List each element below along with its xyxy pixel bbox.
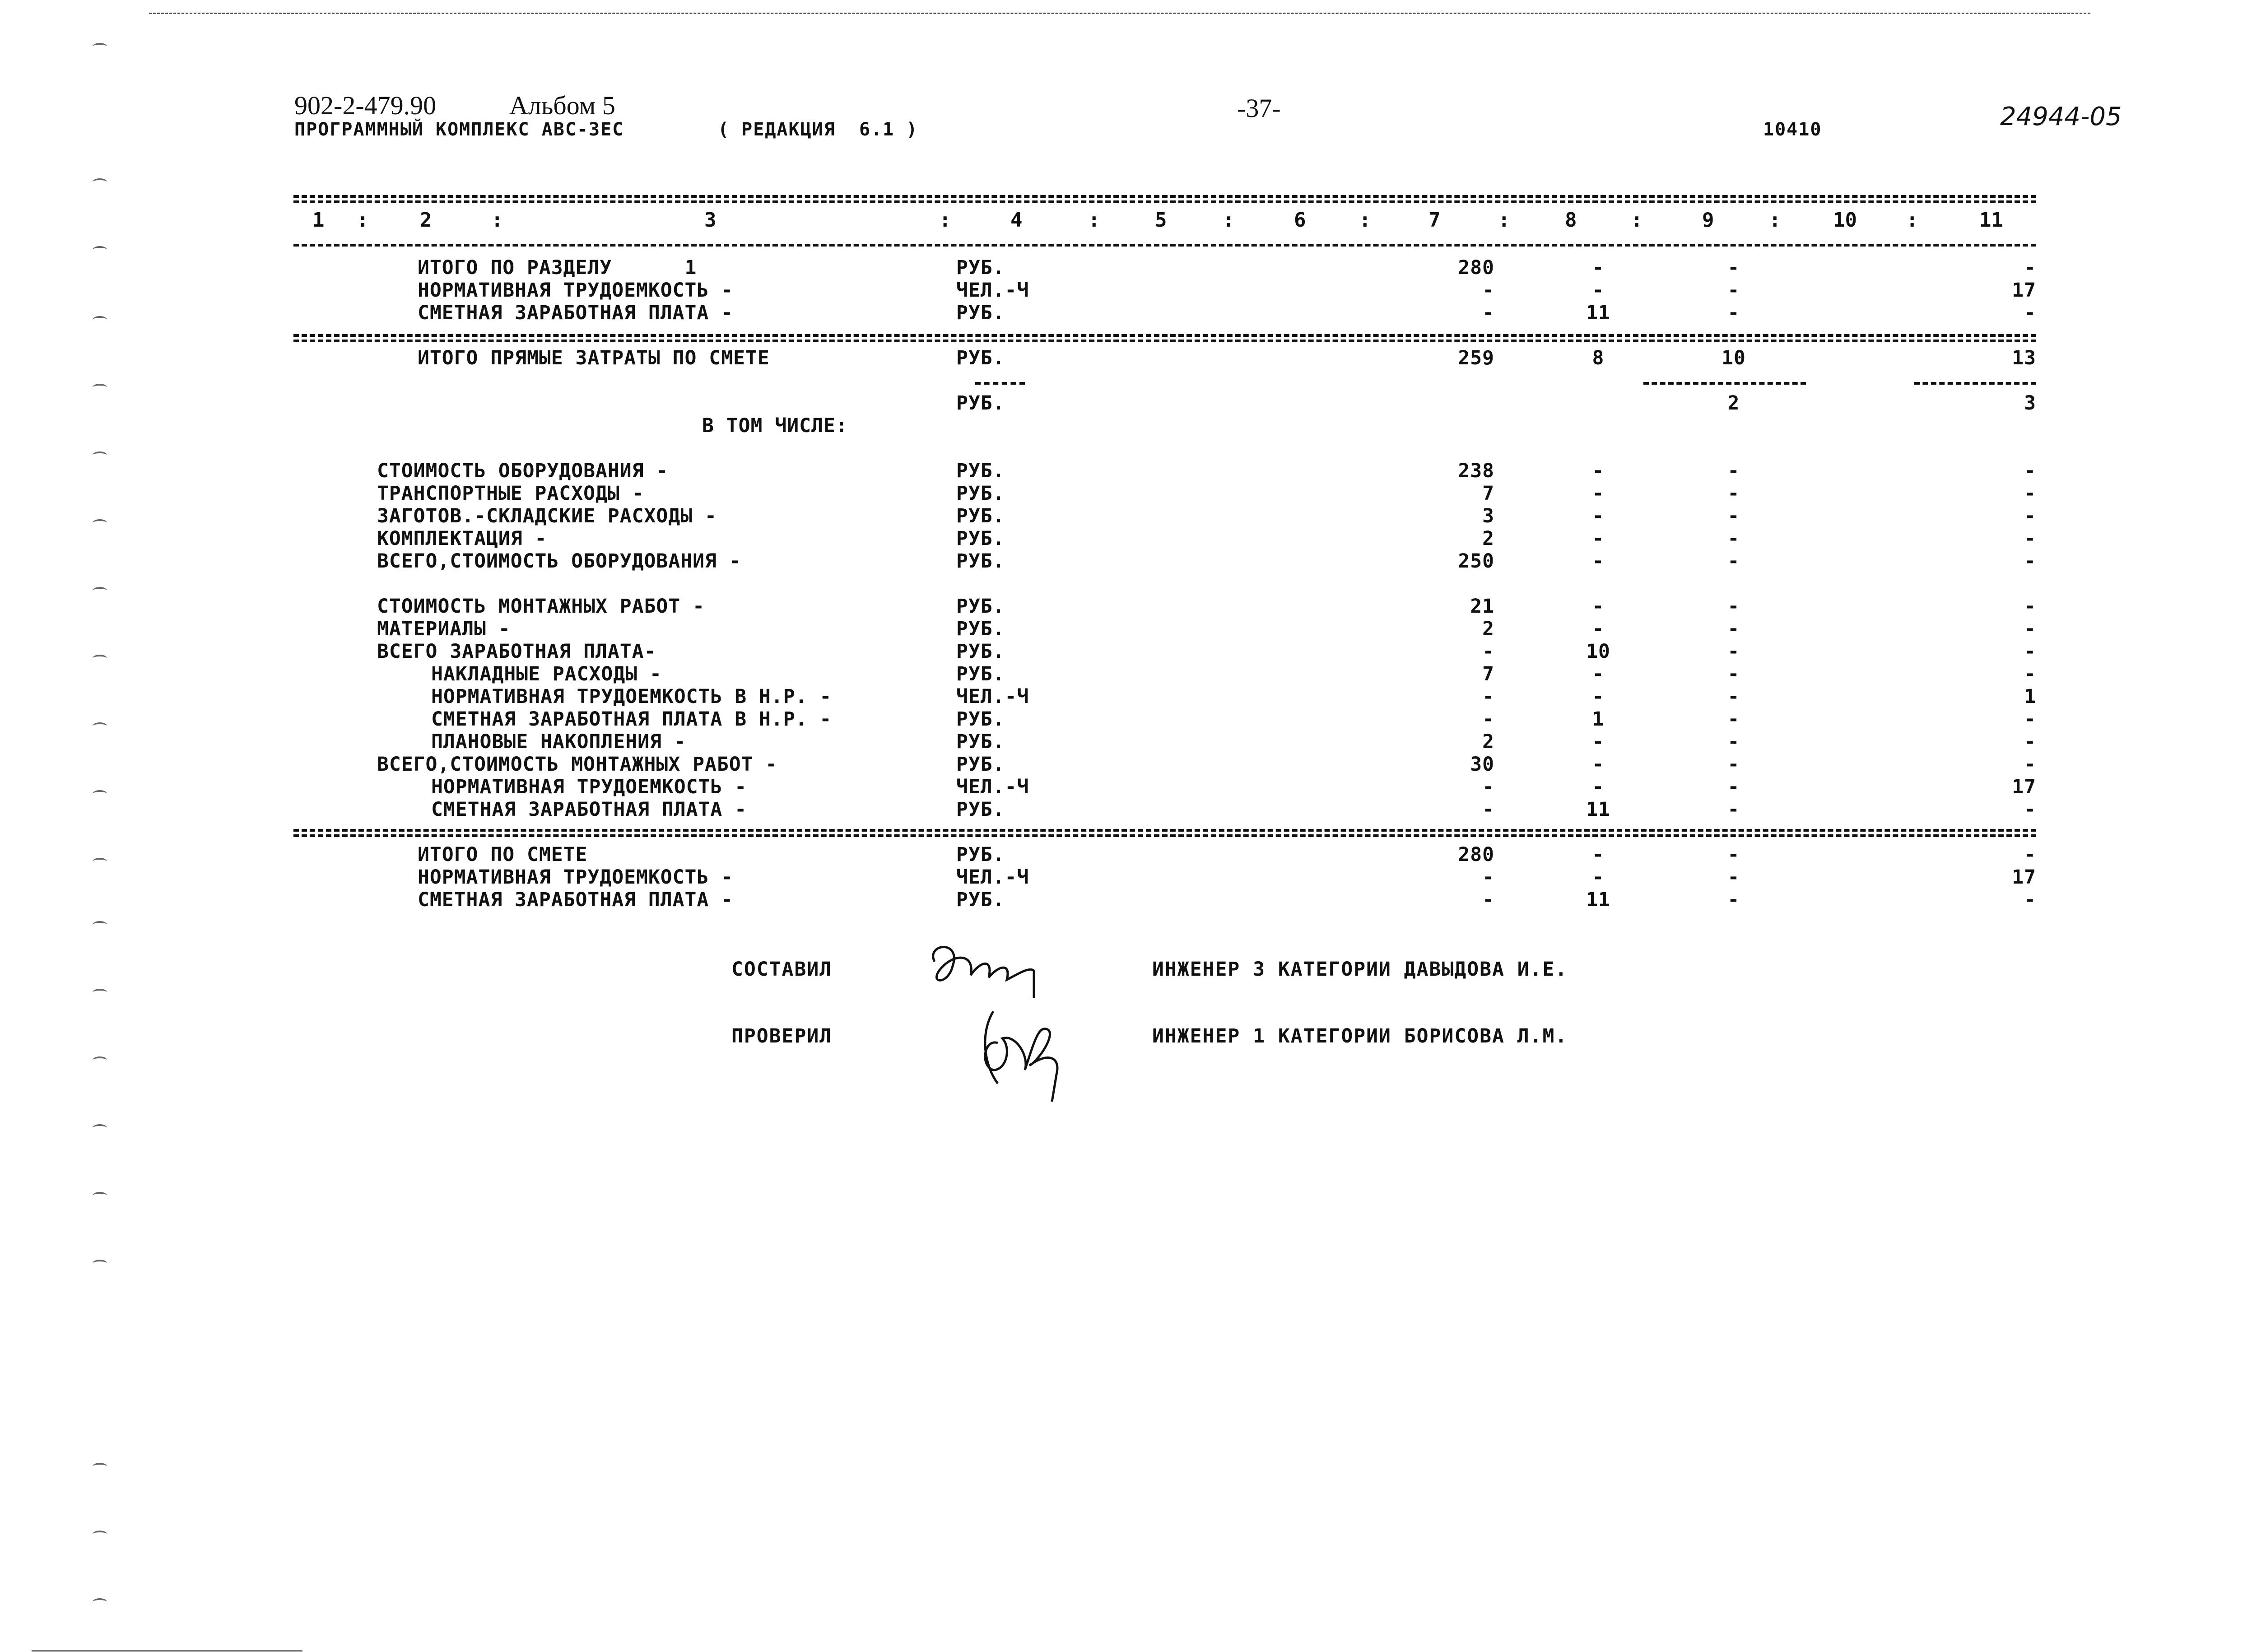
column-header-5: 5 <box>1155 209 1167 232</box>
row-col9: - <box>1727 731 1740 753</box>
row-col8: - <box>1592 482 1605 505</box>
row-unit: ЧЕЛ.-Ч <box>956 279 1029 302</box>
row-col11: - <box>2024 302 2036 324</box>
row-unit: РУБ. <box>956 392 1005 414</box>
row-col11: 17 <box>2012 866 2036 889</box>
row-col7: - <box>1482 685 1494 708</box>
row-col7: - <box>1482 279 1494 302</box>
table-row <box>0 279 2252 302</box>
row-col11: - <box>2024 460 2036 482</box>
row-col11: 17 <box>2012 776 2036 798</box>
row-col7: - <box>1482 640 1494 663</box>
table-row <box>0 640 2252 663</box>
row-col11: - <box>2024 527 2036 550</box>
row-col9: - <box>1727 798 1740 821</box>
margin-tick <box>93 43 107 50</box>
row-col7: - <box>1482 302 1494 324</box>
margin-tick <box>93 246 107 253</box>
row-col11: - <box>2024 505 2036 527</box>
section-rule-2 <box>293 829 2036 832</box>
column-header-7: 7 <box>1428 209 1441 232</box>
table-row <box>0 663 2252 685</box>
row-unit: РУБ. <box>956 640 1005 663</box>
row-unit: РУБ. <box>956 618 1005 640</box>
row-col9: - <box>1727 256 1740 279</box>
row-col8: - <box>1592 595 1605 618</box>
row-col8: - <box>1592 753 1605 776</box>
edition-label: ( РЕДАКЦИЯ 6.1 ) <box>718 119 918 140</box>
column-header-4: 4 <box>1010 209 1023 232</box>
row-col9: - <box>1727 618 1740 640</box>
row-label: НОРМАТИВНАЯ ТРУДОЕМКОСТЬ - <box>418 279 734 302</box>
row-label: ЗАГОТОВ.-СКЛАДСКИЕ РАСХОДЫ - <box>377 505 717 527</box>
row-col7: 7 <box>1482 663 1494 685</box>
column-header-1: 1 <box>312 209 325 232</box>
margin-tick <box>93 451 107 459</box>
row-col9: - <box>1727 708 1740 731</box>
row-col7: - <box>1482 889 1494 911</box>
row-unit: РУБ. <box>956 663 1005 685</box>
row-col7: 2 <box>1482 527 1494 550</box>
row-label: МАТЕРИАЛЫ - <box>377 618 511 640</box>
table-row <box>0 527 2252 550</box>
row-col7: 280 <box>1458 256 1494 279</box>
row-unit: РУБ. <box>956 527 1005 550</box>
subtotal-rule-c11 <box>1914 382 2036 385</box>
row-col8: 10 <box>1586 640 1610 663</box>
row-col8: - <box>1592 731 1605 753</box>
row-unit: РУБ. <box>956 302 1005 324</box>
margin-tick <box>93 1531 107 1538</box>
row-col7: - <box>1482 776 1494 798</box>
table-row <box>0 618 2252 640</box>
row-label: СМЕТНАЯ ЗАРАБОТНАЯ ПЛАТА - <box>418 302 734 324</box>
margin-tick <box>93 1598 107 1605</box>
row-col8: - <box>1592 663 1605 685</box>
table-row <box>0 392 2252 414</box>
column-header-8: 8 <box>1565 209 1577 232</box>
row-col8: 1 <box>1592 708 1605 731</box>
table-row <box>0 798 2252 821</box>
page-number: -37- <box>1237 93 1281 123</box>
row-label: СТОИМОСТЬ МОНТАЖНЫХ РАБОТ - <box>377 595 705 618</box>
table-row <box>0 414 2252 437</box>
table-row <box>0 685 2252 708</box>
table-row <box>0 753 2252 776</box>
table-row <box>0 302 2252 324</box>
checked-label: ПРОВЕРИЛ <box>731 1025 833 1047</box>
column-header-11: 11 <box>1979 209 2003 232</box>
row-col11: 13 <box>2012 347 2036 369</box>
row-col7: 3 <box>1482 505 1494 527</box>
row-col7: 2 <box>1482 731 1494 753</box>
scan-top-line <box>149 13 2090 14</box>
row-unit: РУБ. <box>956 595 1005 618</box>
row-col7: - <box>1482 798 1494 821</box>
row-col9: - <box>1727 460 1740 482</box>
doc-code: 902-2-479.90 <box>294 91 437 120</box>
row-col9: 10 <box>1722 347 1746 369</box>
column-separator: : <box>1631 209 1643 232</box>
column-header-3: 3 <box>704 209 717 232</box>
row-col7: 30 <box>1470 753 1494 776</box>
row-col11: - <box>2024 889 2036 911</box>
row-label: ВСЕГО ЗАРАБОТНАЯ ПЛАТА- <box>377 640 656 663</box>
row-col8: 11 <box>1586 889 1610 911</box>
row-col8: - <box>1592 776 1605 798</box>
row-unit: РУБ. <box>956 731 1005 753</box>
row-col11: - <box>2024 843 2036 866</box>
column-separator: : <box>491 209 503 232</box>
row-col11: 3 <box>2024 392 2036 414</box>
code-right: 24944-05 <box>2000 102 2122 131</box>
row-label: СМЕТНАЯ ЗАРАБОТНАЯ ПЛАТА В Н.Р. - <box>431 708 832 731</box>
row-unit: РУБ. <box>956 843 1005 866</box>
column-separator: : <box>939 209 951 232</box>
table-row <box>0 505 2252 527</box>
row-label: ПЛАНОВЫЕ НАКОПЛЕНИЯ - <box>431 731 686 753</box>
margin-tick <box>93 1260 107 1267</box>
row-label: ТРАНСПОРТНЫЕ РАСХОДЫ - <box>377 482 644 505</box>
column-header-bottom-rule <box>293 244 2036 247</box>
table-row <box>0 776 2252 798</box>
column-header-2: 2 <box>420 209 432 232</box>
column-header-9: 9 <box>1702 209 1714 232</box>
row-col11: - <box>2024 731 2036 753</box>
compiled-label: СОСТАВИЛ <box>731 958 833 981</box>
row-col8: 11 <box>1586 302 1610 324</box>
row-col9: - <box>1727 866 1740 889</box>
table-row <box>0 482 2252 505</box>
row-col7: 2 <box>1482 618 1494 640</box>
row-label: ИТОГО ПО СМЕТЕ <box>418 843 588 866</box>
row-unit: РУБ. <box>956 482 1005 505</box>
row-col7: - <box>1482 708 1494 731</box>
row-unit: ЧЕЛ.-Ч <box>956 866 1029 889</box>
margin-tick <box>93 1463 107 1470</box>
row-label: НОРМАТИВНАЯ ТРУДОЕМКОСТЬ В Н.Р. - <box>431 685 832 708</box>
row-col8: - <box>1592 866 1605 889</box>
row-col11: - <box>2024 550 2036 572</box>
row-col8: - <box>1592 550 1605 572</box>
row-col11: - <box>2024 753 2036 776</box>
row-col11: 17 <box>2012 279 2036 302</box>
row-col11: - <box>2024 663 2036 685</box>
row-unit: РУБ. <box>956 505 1005 527</box>
row-col11: - <box>2024 618 2036 640</box>
row-label: ВСЕГО,СТОИМОСТЬ МОНТАЖНЫХ РАБОТ - <box>377 753 778 776</box>
row-col7: 259 <box>1458 347 1494 369</box>
row-label: СМЕТНАЯ ЗАРАБОТНАЯ ПЛАТА - <box>418 889 734 911</box>
section-rule-1 <box>293 334 2036 337</box>
section-rule-1b <box>293 340 2036 342</box>
column-separator: : <box>1769 209 1781 232</box>
row-unit: РУБ. <box>956 708 1005 731</box>
table-top-rule-2 <box>293 200 2036 203</box>
table-row <box>0 595 2252 618</box>
row-col7: - <box>1482 866 1494 889</box>
margin-tick <box>93 1192 107 1199</box>
row-unit: РУБ. <box>956 753 1005 776</box>
row-unit: РУБ. <box>956 550 1005 572</box>
row-col9: - <box>1727 889 1740 911</box>
table-row <box>0 256 2252 279</box>
row-col9: - <box>1727 663 1740 685</box>
section-rule-2b <box>293 834 2036 837</box>
margin-tick <box>93 587 107 594</box>
margin-tick <box>93 178 107 186</box>
margin-tick <box>93 1124 107 1131</box>
subtotal-rule-unit <box>975 382 1025 385</box>
row-col8: - <box>1592 460 1605 482</box>
row-label: В ТОМ ЧИСЛЕ: <box>702 414 848 437</box>
row-col8: - <box>1592 685 1605 708</box>
program-title: ПРОГРАММНЫЙ КОМПЛЕКС АВС-3ЕС <box>294 119 624 140</box>
column-separator: : <box>1223 209 1235 232</box>
row-col9: - <box>1727 505 1740 527</box>
margin-tick <box>93 384 107 391</box>
row-unit: ЧЕЛ.-Ч <box>956 776 1029 798</box>
table-row <box>0 889 2252 911</box>
row-col9: - <box>1727 776 1740 798</box>
album-label: Альбом 5 <box>509 91 615 120</box>
compiled-by: ИНЖЕНЕР 3 КАТЕГОРИИ ДАВЫДОВА И.Е. <box>1152 958 1568 981</box>
row-col9: - <box>1727 595 1740 618</box>
row-label: ИТОГО ПО РАЗДЕЛУ 1 <box>418 256 697 279</box>
table-row <box>0 347 2252 369</box>
subtotal-rule-c9 <box>1643 382 1806 385</box>
scan-bottom-line <box>32 1650 302 1652</box>
row-label: КОМПЛЕКТАЦИЯ - <box>377 527 547 550</box>
code-mid: 10410 <box>1763 119 1822 140</box>
row-col8: - <box>1592 256 1605 279</box>
row-col8: - <box>1592 279 1605 302</box>
table-row <box>0 866 2252 889</box>
row-col8: - <box>1592 505 1605 527</box>
row-label: НОРМАТИВНАЯ ТРУДОЕМКОСТЬ - <box>418 866 734 889</box>
row-col8: 8 <box>1592 347 1605 369</box>
column-separator: : <box>357 209 369 232</box>
row-unit: ЧЕЛ.-Ч <box>956 685 1029 708</box>
row-col9: - <box>1727 685 1740 708</box>
row-col9: - <box>1727 640 1740 663</box>
margin-tick <box>93 921 107 928</box>
row-col9: - <box>1727 279 1740 302</box>
row-col11: 1 <box>2024 685 2036 708</box>
margin-tick <box>93 989 107 996</box>
row-label: НОРМАТИВНАЯ ТРУДОЕМКОСТЬ - <box>431 776 747 798</box>
column-separator: : <box>1088 209 1100 232</box>
row-unit: РУБ. <box>956 889 1005 911</box>
column-separator: : <box>1359 209 1371 232</box>
table-row <box>0 460 2252 482</box>
row-col11: - <box>2024 256 2036 279</box>
table-row <box>0 731 2252 753</box>
row-label: НАКЛАДНЫЕ РАСХОДЫ - <box>431 663 662 685</box>
column-header-6: 6 <box>1294 209 1306 232</box>
table-top-rule <box>293 195 2036 198</box>
row-col9: - <box>1727 550 1740 572</box>
row-col11: - <box>2024 640 2036 663</box>
row-label: ВСЕГО,СТОИМОСТЬ ОБОРУДОВАНИЯ - <box>377 550 741 572</box>
signature-checked <box>966 993 1075 1102</box>
row-col8: - <box>1592 527 1605 550</box>
row-unit: РУБ. <box>956 256 1005 279</box>
row-col9: - <box>1727 482 1740 505</box>
row-col11: - <box>2024 798 2036 821</box>
row-col7: 21 <box>1470 595 1494 618</box>
row-unit: РУБ. <box>956 460 1005 482</box>
table-row <box>0 843 2252 866</box>
row-col9: - <box>1727 527 1740 550</box>
row-col8: - <box>1592 843 1605 866</box>
row-col9: - <box>1727 843 1740 866</box>
row-col9: - <box>1727 302 1740 324</box>
row-col7: 7 <box>1482 482 1494 505</box>
row-col9: - <box>1727 753 1740 776</box>
margin-tick <box>93 1056 107 1064</box>
row-col11: - <box>2024 482 2036 505</box>
row-label: СТОИМОСТЬ ОБОРУДОВАНИЯ - <box>377 460 669 482</box>
row-col7: 280 <box>1458 843 1494 866</box>
row-col11: - <box>2024 708 2036 731</box>
row-col8: 11 <box>1586 798 1610 821</box>
column-separator: : <box>1906 209 1918 232</box>
row-col7: 238 <box>1458 460 1494 482</box>
row-label: ИТОГО ПРЯМЫЕ ЗАТРАТЫ ПО СМЕТЕ <box>418 347 770 369</box>
row-col8: - <box>1592 618 1605 640</box>
row-label: СМЕТНАЯ ЗАРАБОТНАЯ ПЛАТА - <box>431 798 747 821</box>
row-col7: 250 <box>1458 550 1494 572</box>
column-header-10: 10 <box>1833 209 1857 232</box>
table-row <box>0 550 2252 572</box>
row-col11: - <box>2024 595 2036 618</box>
row-unit: РУБ. <box>956 347 1005 369</box>
checked-by: ИНЖЕНЕР 1 КАТЕГОРИИ БОРИСОВА Л.М. <box>1152 1025 1568 1047</box>
column-separator: : <box>1498 209 1510 232</box>
row-col9: 2 <box>1727 392 1740 414</box>
table-row <box>0 708 2252 731</box>
row-unit: РУБ. <box>956 798 1005 821</box>
